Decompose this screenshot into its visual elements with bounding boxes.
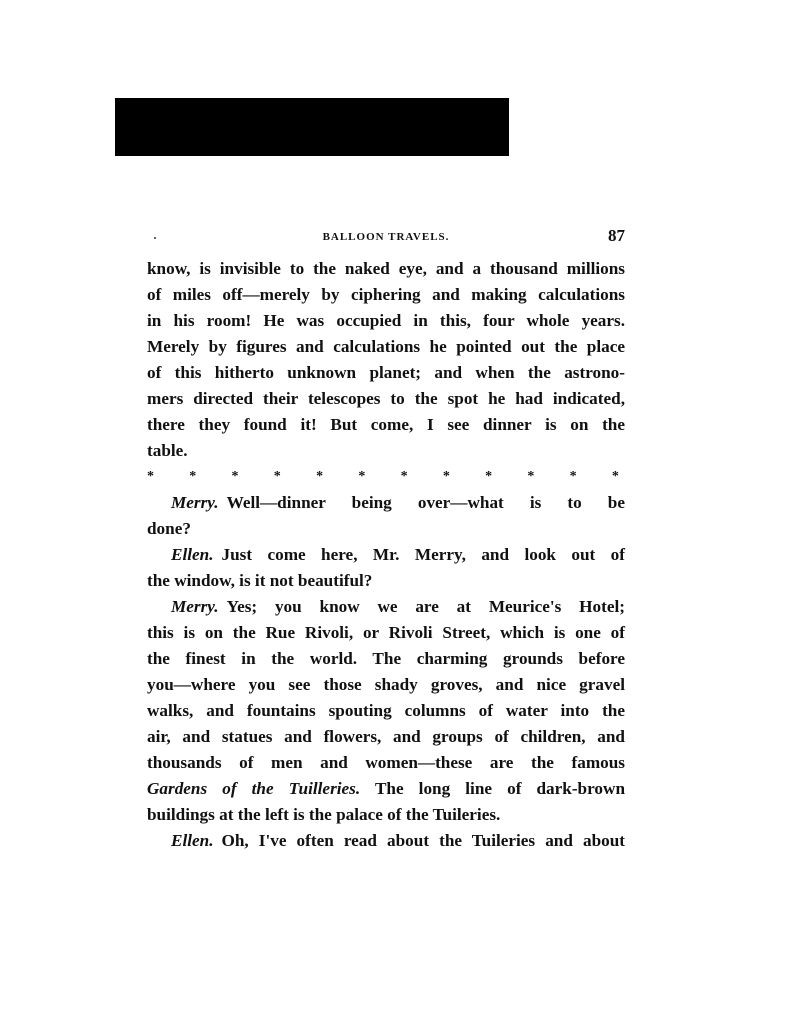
text-line: done? <box>147 519 191 538</box>
redaction-box <box>115 98 509 156</box>
dialogue-line <box>147 594 625 620</box>
text-line: Merely by figures and calculations he pointed out the place <box>147 337 625 356</box>
dialogue-line <box>147 828 625 854</box>
page-number: 87 <box>608 226 625 245</box>
separator-star: * <box>231 469 239 484</box>
speaker-name: Merry. <box>171 493 219 512</box>
separator-star: * <box>189 469 197 484</box>
text-line: mers directed their telescopes to the spot he had indicated, <box>147 389 625 408</box>
separator-star: * <box>147 469 154 484</box>
line-remainder: The long line of dark-brown <box>374 779 625 798</box>
dialogue-text: Oh, I've often read about the Tuileries and about <box>221 831 625 850</box>
dialogue-text: Well—dinner being over—what is to be <box>226 493 625 512</box>
text-line: buildings at the left is the palace of the Tuileries. <box>147 805 501 824</box>
text-line: the window, is it not beautiful? <box>147 571 373 590</box>
text-line: table. <box>147 441 188 460</box>
text-line: you—where you see those shady groves, and nice gravel <box>147 675 625 694</box>
text-line: know, is invisible to the naked eye, and a thousand millions <box>147 259 625 278</box>
running-head <box>147 226 625 248</box>
text-line: of miles off—merely by ciphering and making calculations <box>147 285 625 304</box>
speaker-name: Merry. <box>171 597 219 616</box>
text-line: the finest in the world. The charming grounds before <box>147 649 625 668</box>
separator-star: * <box>527 469 535 484</box>
speaker-name: Ellen. <box>171 831 214 850</box>
separator-star: * <box>273 469 281 484</box>
text-line: in his room! He was occupied in this, four whole years. <box>147 311 625 330</box>
dialogue-line <box>147 490 625 516</box>
separator-star: * <box>358 469 366 484</box>
text-line: this is on the Rue Rivoli, or Rivoli Street, which is one of <box>147 623 625 642</box>
separator-star: * <box>442 469 450 484</box>
dialogue-line <box>147 542 625 568</box>
separator-star: * <box>569 469 577 484</box>
text-line: walks, and fountains spouting columns of water into the <box>147 701 625 720</box>
dialogue-text: Yes; you know we are at Meurice's Hotel; <box>226 597 625 616</box>
text-line: of this hitherto unknown planet; and when the astrono- <box>147 363 625 382</box>
separator-star: * <box>485 469 493 484</box>
text-line: air, and statues and flowers, and groups of children, and <box>147 727 625 746</box>
text-line: there they found it! But come, I see dinner is on the <box>147 415 625 434</box>
text-line: thousands of men and women—these are the famous <box>147 753 625 772</box>
separator-star: * <box>400 469 408 484</box>
separator-star: * <box>611 469 619 484</box>
page-body <box>147 256 625 854</box>
running-title: BALLOON TRAVELS. <box>322 231 450 243</box>
speaker-name: Ellen. <box>171 545 214 564</box>
section-separator <box>147 464 625 490</box>
text-line <box>147 776 625 802</box>
separator-star: * <box>316 469 324 484</box>
dialogue-text: Just come here, Mr. Merry, and look out of <box>221 545 625 564</box>
emphasis-text: Gardens of the Tuilleries. <box>147 779 361 798</box>
